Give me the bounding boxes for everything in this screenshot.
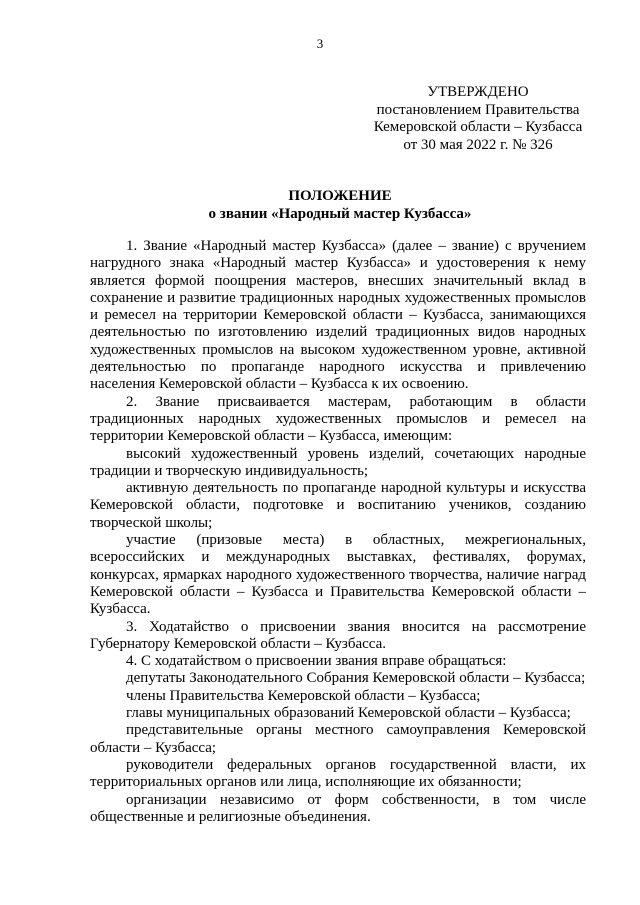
paragraph-4-item-4: представительные органы местного самоуправления Кемеровской области – Кузбасса; xyxy=(90,722,586,756)
approval-stamp xyxy=(340,84,616,154)
paragraph-4-item-3: главы муниципальных образований Кемеровской области – Кузбасса; xyxy=(126,705,571,722)
document-title-subject: о звании «Народный мастер Кузбасса» xyxy=(208,205,472,222)
paragraph-4-item-2: члены Правительства Кемеровской области – Кузбасса; xyxy=(126,687,481,704)
paragraph-2-item-3: участие (призовые места) в областных, межрегиональных, всероссийских и международных выставках, фестивалях, форумах, конкурсах, ярмарках народного художественного творчества, наличие наград Кемеровской области – Кузбасса и Правительства Кемеровской области – Кузбасса. xyxy=(90,532,586,618)
paragraph-4: 4. С ходатайством о присвоении звания вправе обращаться: xyxy=(126,653,507,670)
document-title xyxy=(90,188,590,223)
approval-line-region: Кемеровской области – Кузбасса xyxy=(373,119,583,135)
paragraph-2-item-1: высокий художественный уровень изделий, сочетающих народные традиции и творческую индивидуальность; xyxy=(90,445,586,479)
paragraph-4-item-5: руководители федеральных органов государственной власти, их территориальных органов или лица, исполняющие их обязанности; xyxy=(90,756,586,791)
paragraph-1: 1. Звание «Народный мастер Кузбасса» (далее – звание) с вручением нагрудного знака «Народный мастер Кузбасса» и удостоверения к нему является формой поощрения мастеров, внесших значительный вклад в сохранение и развитие традиционных народных художественных промыслов и ремесел на территории Кемеровской области – Кузбасса, занимающихся деятельностью по изготовлению изделий традиционных видов народных художественных промыслов на высоком художественном уровне, активной деятельностью по пропаганде народного искусства и привлечению населения Кемеровской области – Кузбасса к их освоению. xyxy=(90,238,586,393)
approval-line-date: от 30 мая 2022 г. № 326 xyxy=(403,136,553,153)
paragraph-4-item-1: депутаты Законодательного Собрания Кемеровской области – Кузбасса; xyxy=(126,670,586,687)
approval-line-approved: УТВЕРЖДЕНО xyxy=(427,84,529,100)
document-title-heading: ПОЛОЖЕНИЕ xyxy=(288,188,392,204)
paragraph-2: 2. Звание присваивается мастерам, работающим в области традиционных народных художественных промыслов и ремесел на территории Кемеровской области – Кузбасса, имеющим: xyxy=(90,393,586,445)
paragraph-4-item-6: организации независимо от форм собственности, в том числе общественные и религиозные объединения. xyxy=(90,791,586,825)
paragraph-2-item-2: активную деятельность по пропаганде народной культуры и искусства Кемеровской области, подготовке и воспитанию учеников, созданию творческой школы; xyxy=(90,480,586,531)
paragraph-3: 3. Ходатайство о присвоении звания вносится на рассмотрение Губернатору Кемеровской области – Кузбасса. xyxy=(90,618,586,652)
document-body xyxy=(90,238,586,826)
page-number: 3 xyxy=(316,36,324,51)
approval-line-resolution: постановлением Правительства xyxy=(376,101,580,118)
